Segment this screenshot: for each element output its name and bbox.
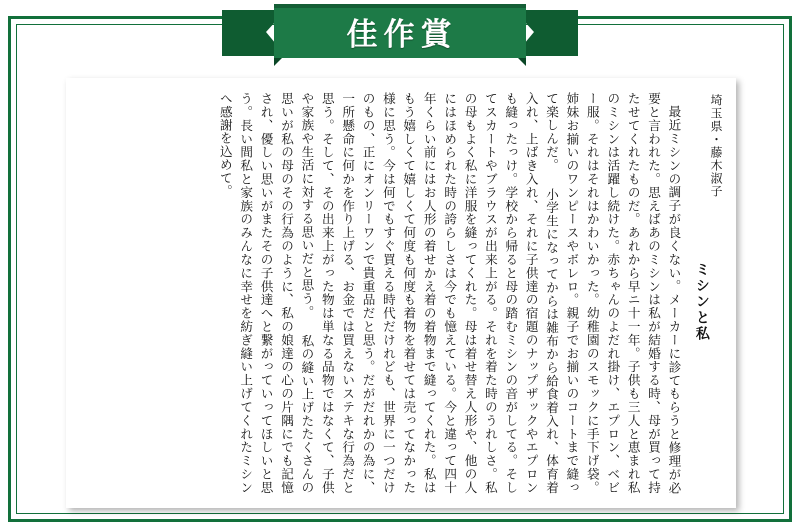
article-meta [693,92,722,492]
article-author: 埼玉県・藤木淑子 [709,94,723,198]
article-title: ミシンと私 [693,262,710,342]
award-ribbon-banner [222,4,578,62]
article-body-text: 最近ミシンの調子が良くない。メーカーに診てもらうと修理が必要と言われた。思えばあのミシンは私が結婚する時、母が買って持たせてくれたものだ。あれから早ニ十一年。子供も三人と恵まれ私のミシンは活躍し続けた。赤ちゃんのよだれ掛け、エプロン、ベビー服。それはそれはかわいかった。幼稚園のスモックに手下げ袋。姉妹お揃いのワンピースやボレロ。親子でお揃いのコートまで縫って楽しんだ。 小学生になってからは雑布から給食着入れ、体育着入れ、上ばき入れ、それに子供達の宿題のナップザックやエプロンも縫ったっけ。学校から帰ると母の踏むミシンの音がしてる。そしてスカートやブラウスが出来上がる。それを着た時のうれしさ。私の母もよく私に洋服を縫ってくれた。母は着せ替え人形や、他の人にはほめられた時の誇らしさは今でも憶えている。今と違って四十年くらい前にはお人形の着せかえ着の着物まで縫ってくれた。私はもう嬉しくて嬉しくて何度も何度も着物を着せては売ってなかった様に思う。今は何でもすぐ買える時代だけれども、世界に一つだけのもの、正にオンリーワンで貴重品だと思う。だがだれかの為に、一所懸命に何かを作り上げる、お金では買えないステキな行為だと思う。そして、その出来上がった物は単なる品物ではなくて、子供や家族や生活に対する思いだと思う。 私の縫い上げたたくさんの思いが私の母のその行為のように、私の娘達の心の片隅にでも記憶され、優しい思いがまたその子供達へと繋がっていってほしいと思う。長い間私と家族のみんなに幸せを紡ぎ縫い上げてくれたミシンへ感謝を込めて。 [217,92,682,494]
article-content [66,78,736,508]
article-card [66,78,736,508]
award-title: 佳作賞 [346,16,458,53]
article-body [214,92,683,494]
